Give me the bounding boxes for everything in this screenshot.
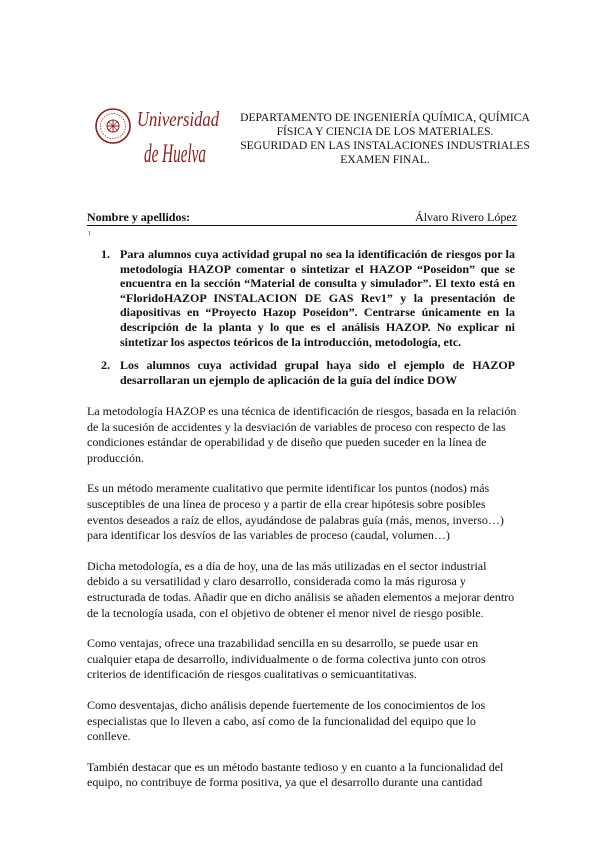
instruction-item bbox=[101, 247, 515, 349]
body-paragraph: Es un método meramente cualitativo que permite identificar los puntos (nodos) más susceptibles de una línea de proceso y a partir de ella crear hipótesis sobre posibles eventos deseados a raíz de ellos, ayudándose de palabras guía (más, menos, inverso…) para identificar los desvíos de las variables de proceso (caudal, volumen…) bbox=[87, 481, 504, 543]
student-name-label: Nombre y apellidos: bbox=[87, 210, 191, 224]
student-name-row bbox=[87, 210, 517, 226]
answer-body bbox=[87, 404, 522, 806]
department-line: SEGURIDAD EN LAS INSTALACIONES INDUSTRIALES bbox=[240, 139, 530, 152]
department-line: FÍSICA Y CIENCIA DE LOS MATERIALES. bbox=[276, 125, 494, 138]
university-logo bbox=[95, 98, 221, 178]
department-line: EXAMEN FINAL. bbox=[340, 153, 430, 166]
department-line: DEPARTAMENTO DE INGENIERÍA QUÍMICA, QUÍMICA bbox=[240, 111, 530, 124]
body-paragraph: Dicha metodología, es a día de hoy, una de las más utilizadas en el sector industrial debido a su versatilidad y claro desarrollo, considerada como la más rigurosa y estructurada de todas. Añadir que en dicho análisis se añaden elementos a mejorar dentro de la tecnología usada, con el objetivo de obtener el menor nivel de riesgo posible. bbox=[87, 558, 515, 620]
instruction-number: 2. bbox=[101, 358, 110, 373]
logo-text-line2: de Huelva bbox=[144, 139, 206, 168]
instructions-list bbox=[101, 247, 515, 396]
instruction-number: 1. bbox=[101, 247, 110, 261]
body-paragraph: También destacar que es un método bastante tedioso y en cuanto a la funcionalidad del equipo, no contribuye de forma positiva, ya que el desarrollo durante una cantidad bbox=[87, 759, 504, 790]
instruction-item bbox=[101, 358, 515, 387]
body-paragraph: La metodología HAZOP es una técnica de identificación de riesgos, basada en la relación de la sucesión de accidentes y la desviación de variables de proceso con respecto de las condiciones estándar de operabilidad y de diseño que pueden suceder en la línea de producción. bbox=[87, 404, 517, 465]
footnote-mark: 1 bbox=[88, 231, 91, 237]
department-header bbox=[230, 111, 540, 167]
instruction-text: Para alumnos cuya actividad grupal no sea la identificación de riesgos por la metodología HAZOP comentar o sintetizar el HAZOP “Poseidon” que se encuentra en la sección “Material de consulta y simulador”. El texto está en “FloridoHAZOP INSTALACION DE GAS Rev1” y la presentación de diapositivas en “Proyecto Hazop Poseidon”. Centrarse únicamente en la descripción de la planta y lo que es el análisis HAZOP. No explicar ni sintetizar los aspectos teóricos de la introducción, metodología, etc. bbox=[120, 247, 515, 349]
body-paragraph: Como desventajas, dicho análisis depende fuertemente de los conocimientos de los especialistas que lo lleven a cabo, así como de la funcionalidad del equipo que lo conlleve. bbox=[87, 697, 486, 744]
student-name-value: Álvaro Rivero López bbox=[415, 210, 517, 224]
instruction-text: Los alumnos cuya actividad grupal haya sido el ejemplo de HAZOP desarrollaran un ejemplo de aplicación de la guía del índice DOW bbox=[120, 358, 515, 387]
logo-text-line1: Universidad bbox=[137, 107, 220, 131]
university-seal-icon bbox=[95, 98, 221, 178]
body-paragraph: Como ventajas, ofrece una trazabilidad sencilla en su desarrollo, se puede usar en cualquier etapa de desarrollo, individualmente o de forma colectiva junto con otros criterios de identificación de riesgos cualitativas o semicuantitativas. bbox=[87, 636, 486, 682]
